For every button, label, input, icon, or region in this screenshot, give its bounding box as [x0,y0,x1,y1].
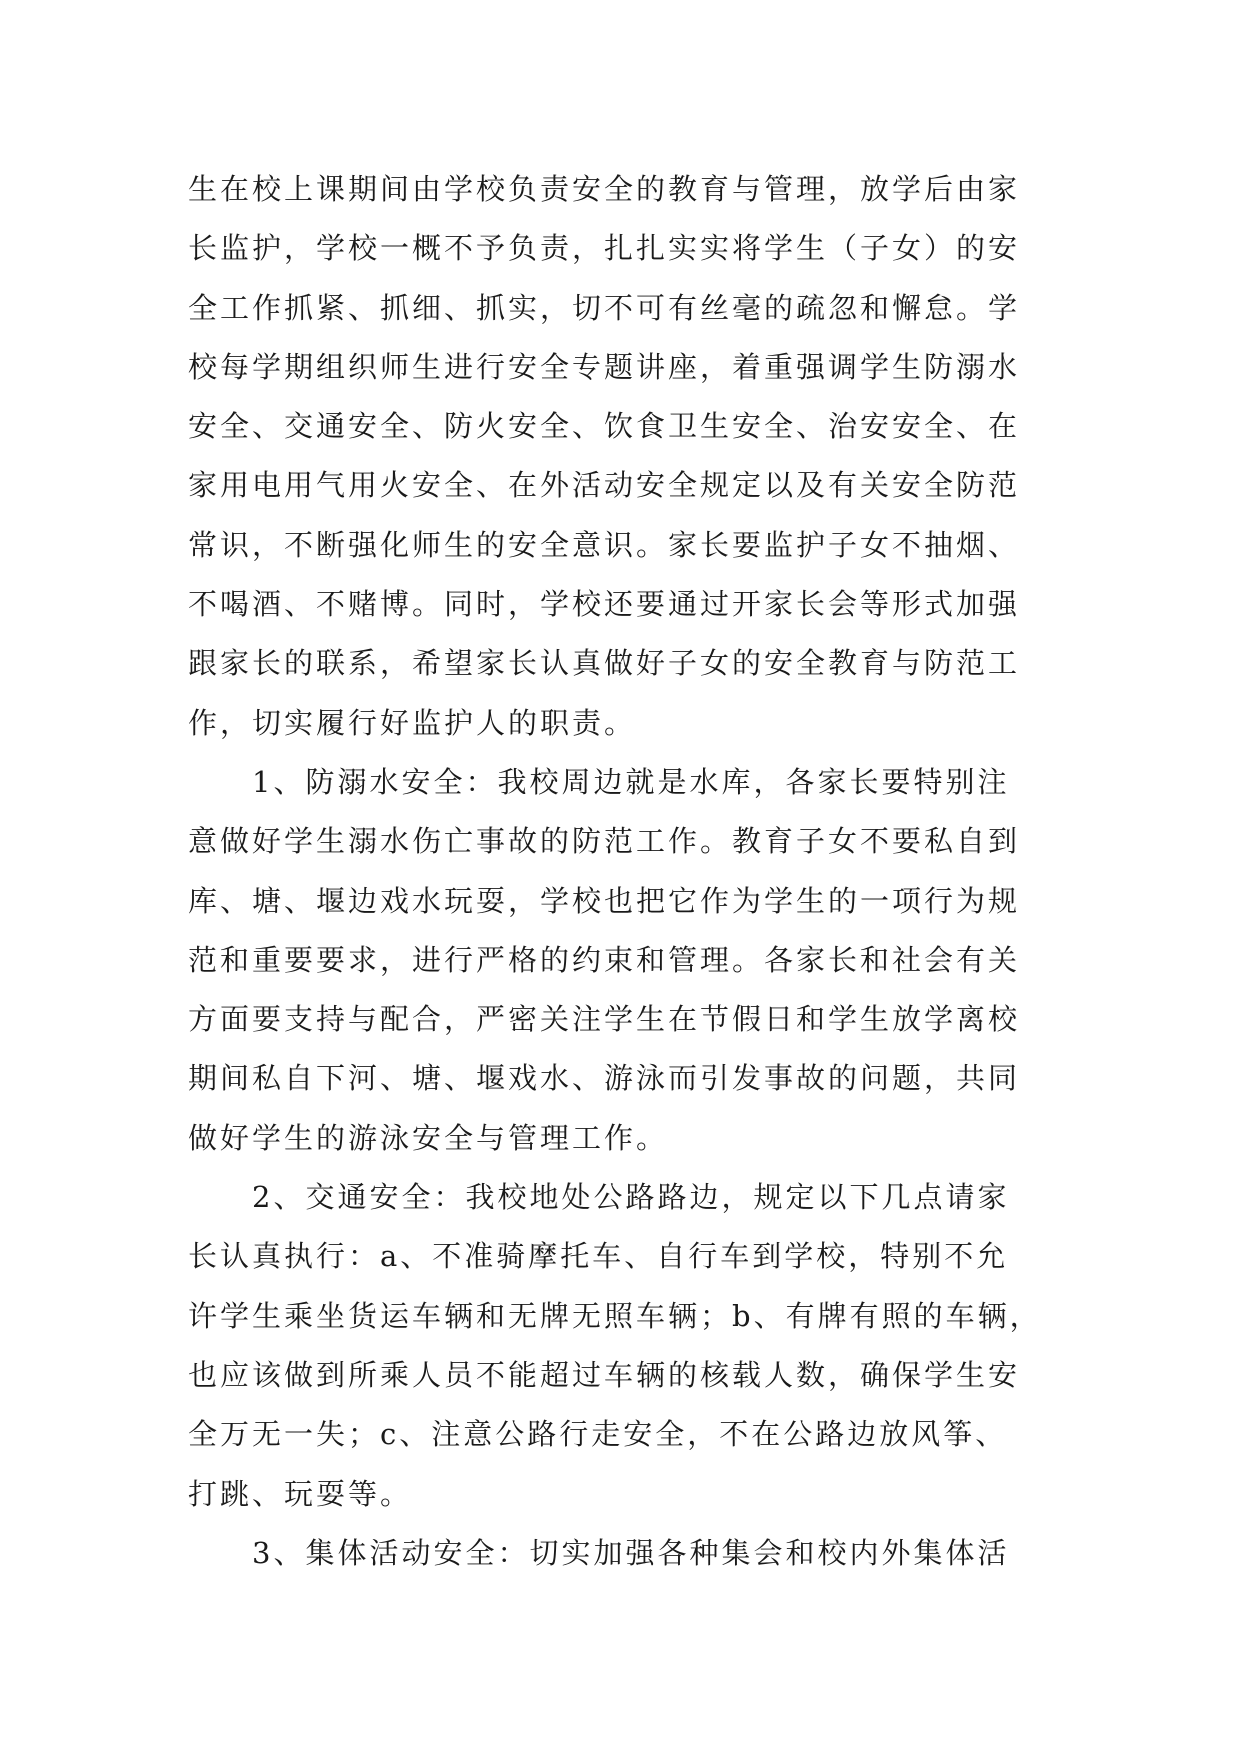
text-line: 打跳、玩耍等。 [188,1476,413,1511]
text-line: 全万无一失；c、注意公路行走安全，不在公路边放风筝、 [188,1417,1008,1452]
text-line: 全工作抓紧、抓细、抓实，切不可有丝毫的疏忽和懈怠。学 [188,290,1021,325]
text-line: 家用电用气用火安全、在外活动安全规定以及有关安全防范 [188,468,1021,503]
text-line: 跟家长的联系，希望家长认真做好子女的安全教育与防范工 [188,646,1021,681]
text-line: 意做好学生溺水伤亡事故的防范工作。教育子女不要私自到 [188,824,1021,859]
text-line: 常识，不断强化师生的安全意识。家长要监护子女不抽烟、 [188,527,1021,562]
text-line: 做好学生的游泳安全与管理工作。 [188,1120,669,1155]
text-line: 期间私自下河、塘、堰戏水、游泳而引发事故的问题，共同 [188,1061,1021,1096]
text-line: 安全、交通安全、防火安全、饮食卫生安全、治安安全、在 [188,409,1021,444]
text-line: 生在校上课期间由学校负责安全的教育与管理，放学后由家 [188,172,1021,206]
text-line: 作，切实履行好监护人的职责。 [188,705,637,740]
text-line: 范和重要要求，进行严格的约束和管理。各家长和社会有关 [188,942,1021,977]
text-line: 1、防溺水安全：我校周边就是水库，各家长要特别注 [188,764,1010,799]
body-text [188,160,1068,1583]
text-line: 不喝酒、不赌博。同时，学校还要通过开家长会等形式加强 [188,587,1021,622]
text-line: 库、塘、堰边戏水玩耍，学校也把它作为学生的一项行为规 [188,883,1021,918]
text-line: 校每学期组织师生进行安全专题讲座，着重强调学生防溺水 [188,349,1021,384]
text-line: 方面要支持与配合，严密关注学生在节假日和学生放学离校 [188,1002,1021,1037]
text-line: 长认真执行：a、不准骑摩托车、自行车到学校，特别不允 [188,1239,1009,1274]
text-line: 许学生乘坐货运车辆和无牌无照车辆；b、有牌有照的车辆， [188,1298,1042,1333]
text-line: 2、交通安全：我校地处公路路边，规定以下几点请家 [188,1180,1010,1215]
text-line: 3、集体活动安全：切实加强各种集会和校内外集体活 [188,1535,1010,1570]
text-line: 长监护，学校一概不予负责，扎扎实实将学生（子女）的安 [188,231,1021,266]
text-line: 也应该做到所乘人员不能超过车辆的核载人数，确保学生安 [188,1357,1021,1392]
